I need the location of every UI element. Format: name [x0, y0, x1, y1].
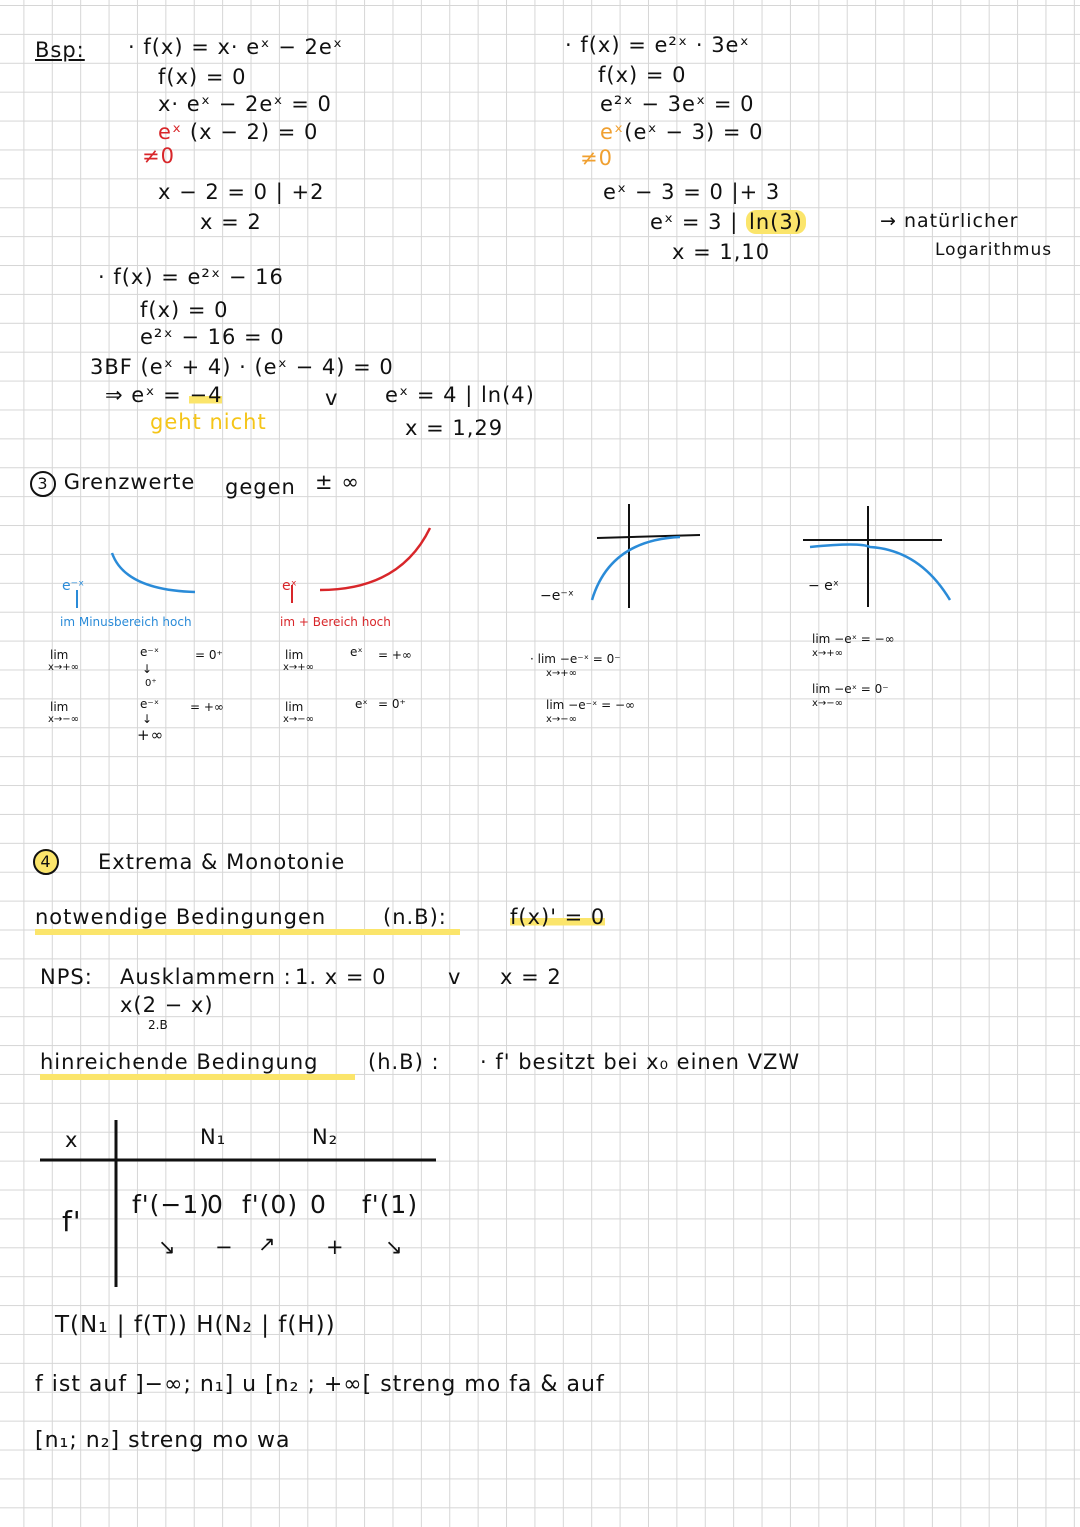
- ex2-note: → natürlicher: [880, 210, 1019, 232]
- ex2-line: f(x) = 0: [598, 63, 687, 87]
- ex2-line: · f(x) = e²ˣ · 3eˣ: [565, 33, 750, 57]
- ex3-or: v: [325, 386, 339, 410]
- lim: lim: [50, 700, 69, 714]
- section-number: 4: [33, 849, 59, 875]
- lim-sub: x→+∞: [283, 662, 315, 673]
- g4-label: − eˣ: [808, 578, 840, 594]
- g1-note: im Minusbereich hoch: [60, 615, 192, 629]
- ex2-ln: ln(3): [746, 210, 806, 234]
- ex3-line: f(x) = 0: [140, 298, 229, 322]
- ex3-note: geht nicht: [150, 410, 267, 434]
- nps-sub: 2.B: [148, 1018, 168, 1032]
- nps-factor: x(2 − x): [120, 993, 214, 1017]
- lim: lim: [285, 648, 304, 662]
- lim-expr: eˣ: [350, 645, 363, 659]
- ex3-line: 3BF (eˣ + 4) · (eˣ − 4) = 0: [90, 355, 394, 379]
- lim: lim: [50, 648, 69, 662]
- table-cell: f'(0): [242, 1190, 299, 1219]
- g2-label: eˣ: [282, 578, 297, 594]
- ex2-line: eˣ − 3 = 0 |+ 3: [603, 180, 781, 204]
- curve-neg-e-minus-x: [592, 537, 680, 600]
- down-arrow-icon: ↓: [142, 712, 153, 726]
- hb-label: hinreichende Bedingung: [40, 1050, 319, 1074]
- table-cell: f'(−1): [132, 1190, 211, 1219]
- hb-abbr: (h.B) :: [368, 1050, 440, 1074]
- ex3-line: e²ˣ − 16 = 0: [140, 325, 285, 349]
- lim-expr: e⁻ˣ: [140, 645, 160, 659]
- section3-gegen: gegen: [225, 475, 296, 499]
- table-cell: 0: [310, 1190, 327, 1219]
- g2-note: im + Bereich hoch: [280, 615, 391, 629]
- nps-root2: x = 2: [500, 965, 562, 989]
- nb-label: notwendige Bedingungen: [35, 905, 327, 929]
- lim-result: = 0⁺: [195, 648, 223, 662]
- ex2-neq-zero: ≠0: [580, 146, 613, 170]
- lim-sub: x→+∞: [546, 668, 578, 679]
- curve-e-x: [320, 528, 430, 590]
- ex3-eq: ⇒ eˣ =: [105, 383, 190, 407]
- lim-line: · lim −e⁻ˣ = 0⁻: [530, 652, 621, 666]
- g3-label: −e⁻ˣ: [540, 588, 574, 604]
- table-cell: f'(1): [362, 1190, 419, 1219]
- section4-heading: [33, 848, 59, 875]
- ex3-line: x = 1,29: [405, 416, 504, 440]
- ex1-line: x = 2: [200, 210, 262, 234]
- ex1-line: f(x) = 0: [158, 65, 247, 89]
- lim-note: +∞: [137, 726, 165, 744]
- ex1-line: x· eˣ − 2eˣ = 0: [158, 92, 332, 116]
- lim-expr: eˣ: [355, 697, 368, 711]
- lim-sub: x→−∞: [283, 714, 315, 725]
- extrema-points: T(N₁ | f(T)) H(N₂ | f(H)): [55, 1312, 336, 1338]
- lim: lim: [285, 700, 304, 714]
- sign-minus: −: [215, 1235, 234, 1259]
- lim-result: = +∞: [378, 648, 412, 662]
- ex2-rest: (eˣ − 3) = 0: [624, 120, 764, 144]
- ex1-neq-zero: ≠0: [142, 144, 175, 168]
- nps-text: Ausklammern :: [120, 965, 292, 989]
- lim-sub: x→−∞: [546, 714, 578, 725]
- lim-line: lim −e⁻ˣ = −∞: [546, 698, 636, 712]
- lim-sub: x→+∞: [812, 648, 844, 659]
- nps-or: v: [448, 965, 462, 989]
- ex2-line: e²ˣ − 3eˣ = 0: [600, 92, 755, 116]
- lim-line: lim −eˣ = −∞: [812, 632, 895, 646]
- lim-expr: e⁻ˣ: [140, 697, 160, 711]
- table-header-n1: N₁: [200, 1125, 227, 1149]
- monotony-line: f ist auf ]−∞; n₁] u [n₂ ; +∞[ streng mo fa & auf: [35, 1372, 605, 1397]
- example-label: Bsp:: [35, 38, 85, 62]
- axis: [597, 535, 700, 538]
- lim-sub: x→−∞: [812, 698, 844, 709]
- ex2-line: x = 1,10: [672, 240, 771, 264]
- ex2-factor: eˣ: [600, 120, 625, 144]
- lim-sub: x→−∞: [48, 714, 80, 725]
- sign-plus: +: [326, 1235, 345, 1259]
- trend-down-icon: ↘: [158, 1235, 177, 1259]
- trend-down-icon: ↘: [385, 1235, 404, 1259]
- g1-label: e⁻ˣ: [62, 578, 85, 594]
- table-header-n2: N₂: [312, 1125, 339, 1149]
- table-row-label: f': [62, 1205, 82, 1238]
- lim-result: = 0⁺: [378, 697, 406, 711]
- table-cell: 0: [207, 1190, 224, 1219]
- ex1-line: · f(x) = x· eˣ − 2eˣ: [128, 35, 344, 59]
- lim-note: 0⁺: [145, 678, 157, 689]
- ex3-line: eˣ = 4 | ln(4): [385, 383, 535, 407]
- ex1-factor: eˣ: [158, 120, 183, 144]
- lim-result: = +∞: [190, 700, 224, 714]
- ex1-line: x − 2 = 0 | +2: [158, 180, 325, 204]
- ex2-note: Logarithmus: [935, 240, 1053, 260]
- nb-equation: f(x)' = 0: [510, 905, 606, 929]
- section-title: Extrema & Monotonie: [98, 850, 346, 874]
- table-header-x: x: [65, 1128, 79, 1152]
- trend-up-icon: ↗: [258, 1232, 277, 1256]
- ex2-eq: eˣ = 3 |: [650, 210, 746, 234]
- nps-root1: 1. x = 0: [295, 965, 387, 989]
- section-number: 3: [30, 471, 56, 497]
- ex3-line: · f(x) = e²ˣ − 16: [98, 265, 284, 289]
- curve-e-minus-x: [112, 553, 195, 592]
- ex3-neg4: −4: [189, 383, 223, 407]
- monotony-line: [n₁; n₂] streng mo wa: [35, 1428, 291, 1453]
- ex1-rest: (x − 2) = 0: [182, 120, 319, 144]
- lim-sub: x→+∞: [48, 662, 80, 673]
- lim-line: lim −eˣ = 0⁻: [812, 682, 889, 696]
- hb-text: · f' besitzt bei x₀ einen VZW: [480, 1050, 801, 1074]
- down-arrow-icon: ↓: [142, 662, 153, 676]
- nb-abbr: (n.B):: [383, 905, 447, 929]
- section-title: Grenzwerte: [63, 470, 196, 494]
- section3-inf: ± ∞: [315, 470, 360, 494]
- nps-label: NPS:: [40, 965, 93, 989]
